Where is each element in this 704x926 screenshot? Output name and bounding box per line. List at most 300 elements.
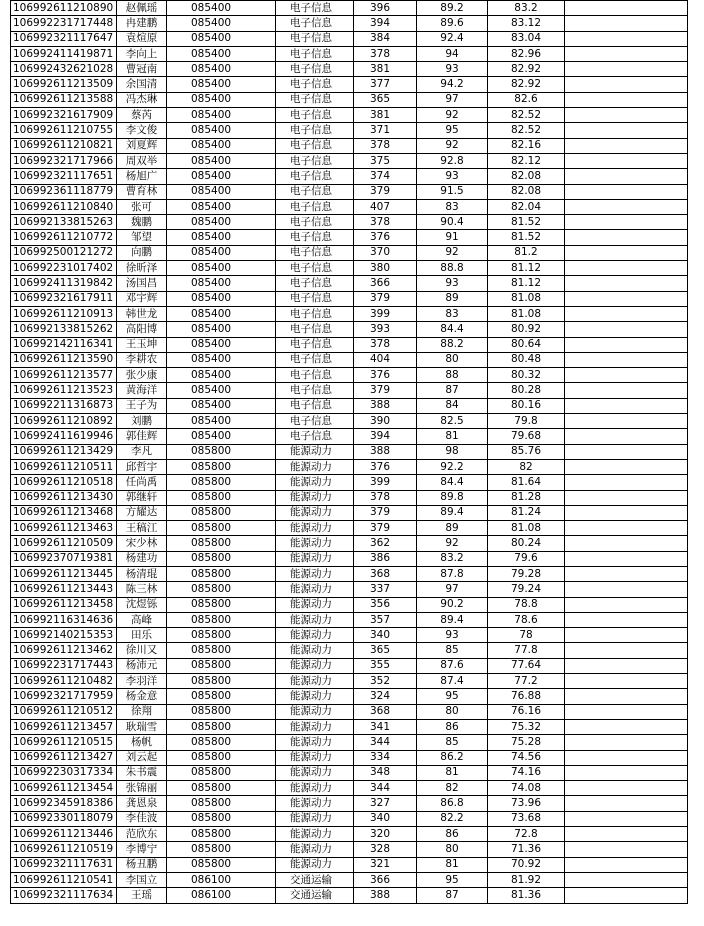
total-score-cell: 81.52 <box>488 230 565 245</box>
blank-cell <box>565 153 688 168</box>
initial-score-cell: 379 <box>354 291 417 306</box>
name-cell: 李国立 <box>117 872 167 887</box>
retest-score-cell: 93 <box>417 276 488 291</box>
initial-score-cell: 337 <box>354 582 417 597</box>
major-code-cell: 086100 <box>167 872 276 887</box>
major-name-cell: 能源动力 <box>276 459 354 474</box>
initial-score-cell: 340 <box>354 628 417 643</box>
initial-score-cell: 362 <box>354 536 417 551</box>
major-code-cell: 085800 <box>167 735 276 750</box>
major-code-cell: 085400 <box>167 306 276 321</box>
total-score-cell: 82.52 <box>488 123 565 138</box>
candidate-id-cell: 106992321717959 <box>11 689 117 704</box>
retest-score-cell: 81 <box>417 857 488 872</box>
major-code-cell: 085400 <box>167 46 276 61</box>
initial-score-cell: 378 <box>354 215 417 230</box>
retest-score-cell: 95 <box>417 872 488 887</box>
table-row <box>11 505 688 520</box>
major-code-cell: 085800 <box>167 674 276 689</box>
table-row <box>11 811 688 826</box>
retest-score-cell: 89.4 <box>417 505 488 520</box>
retest-score-cell: 92 <box>417 536 488 551</box>
retest-score-cell: 81 <box>417 765 488 780</box>
major-code-cell: 085800 <box>167 750 276 765</box>
table-row <box>11 337 688 352</box>
major-code-cell: 085400 <box>167 123 276 138</box>
retest-score-cell: 86.8 <box>417 796 488 811</box>
blank-cell <box>565 306 688 321</box>
major-name-cell: 电子信息 <box>276 1 354 16</box>
table-row <box>11 153 688 168</box>
retest-score-cell: 88.2 <box>417 337 488 352</box>
major-name-cell: 电子信息 <box>276 383 354 398</box>
name-cell: 邱哲宇 <box>117 459 167 474</box>
table-row <box>11 704 688 719</box>
blank-cell <box>565 368 688 383</box>
major-name-cell: 能源动力 <box>276 612 354 627</box>
retest-score-cell: 98 <box>417 444 488 459</box>
major-code-cell: 086100 <box>167 888 276 903</box>
name-cell: 刘云起 <box>117 750 167 765</box>
blank-cell <box>565 704 688 719</box>
candidate-id-cell: 106992321117651 <box>11 169 117 184</box>
blank-cell <box>565 781 688 796</box>
blank-cell <box>565 276 688 291</box>
major-code-cell: 085400 <box>167 276 276 291</box>
name-cell: 李博宁 <box>117 842 167 857</box>
candidate-id-cell: 106992231017402 <box>11 261 117 276</box>
major-code-cell: 085800 <box>167 444 276 459</box>
candidate-id-cell: 106992611210512 <box>11 704 117 719</box>
major-code-cell: 085800 <box>167 582 276 597</box>
blank-cell <box>565 811 688 826</box>
blank-cell <box>565 719 688 734</box>
major-code-cell: 085800 <box>167 490 276 505</box>
table-row <box>11 597 688 612</box>
candidate-id-cell: 106992321717966 <box>11 153 117 168</box>
retest-score-cell: 95 <box>417 689 488 704</box>
candidate-id-cell: 106992411619946 <box>11 429 117 444</box>
table-row <box>11 199 688 214</box>
major-name-cell: 电子信息 <box>276 138 354 153</box>
retest-score-cell: 80 <box>417 842 488 857</box>
table-row <box>11 796 688 811</box>
name-cell: 冯杰琳 <box>117 92 167 107</box>
table-row <box>11 16 688 31</box>
initial-score-cell: 376 <box>354 459 417 474</box>
major-name-cell: 电子信息 <box>276 429 354 444</box>
major-name-cell: 电子信息 <box>276 291 354 306</box>
initial-score-cell: 374 <box>354 169 417 184</box>
retest-score-cell: 83 <box>417 199 488 214</box>
blank-cell <box>565 1 688 16</box>
table-row <box>11 459 688 474</box>
table-row <box>11 444 688 459</box>
total-score-cell: 81.2 <box>488 245 565 260</box>
name-cell: 高峰 <box>117 612 167 627</box>
blank-cell <box>565 16 688 31</box>
candidate-id-cell: 106992330118079 <box>11 811 117 826</box>
initial-score-cell: 378 <box>354 138 417 153</box>
retest-score-cell: 92 <box>417 138 488 153</box>
retest-score-cell: 89.4 <box>417 612 488 627</box>
table-row <box>11 169 688 184</box>
initial-score-cell: 379 <box>354 521 417 536</box>
retest-score-cell: 86 <box>417 719 488 734</box>
initial-score-cell: 344 <box>354 781 417 796</box>
name-cell: 李凡 <box>117 444 167 459</box>
name-cell: 任尚禹 <box>117 475 167 490</box>
initial-score-cell: 378 <box>354 490 417 505</box>
total-score-cell: 75.32 <box>488 719 565 734</box>
major-name-cell: 能源动力 <box>276 689 354 704</box>
blank-cell <box>565 414 688 429</box>
retest-score-cell: 92 <box>417 245 488 260</box>
table-row <box>11 245 688 260</box>
major-code-cell: 085400 <box>167 414 276 429</box>
candidate-id-cell: 106992370719381 <box>11 551 117 566</box>
retest-score-cell: 87.8 <box>417 566 488 581</box>
initial-score-cell: 388 <box>354 444 417 459</box>
table-row <box>11 490 688 505</box>
total-score-cell: 81.12 <box>488 276 565 291</box>
major-code-cell: 085800 <box>167 475 276 490</box>
initial-score-cell: 394 <box>354 16 417 31</box>
name-cell: 刘鹏 <box>117 414 167 429</box>
major-code-cell: 085400 <box>167 108 276 123</box>
blank-cell <box>565 383 688 398</box>
total-score-cell: 78 <box>488 628 565 643</box>
table-row <box>11 781 688 796</box>
major-name-cell: 能源动力 <box>276 643 354 658</box>
table-row <box>11 643 688 658</box>
table-row <box>11 62 688 77</box>
retest-score-cell: 94.2 <box>417 77 488 92</box>
retest-score-cell: 83 <box>417 306 488 321</box>
total-score-cell: 73.68 <box>488 811 565 826</box>
table-row <box>11 612 688 627</box>
candidate-id-cell: 106992361118779 <box>11 184 117 199</box>
total-score-cell: 82.12 <box>488 153 565 168</box>
major-name-cell: 电子信息 <box>276 215 354 230</box>
table-row <box>11 108 688 123</box>
name-cell: 魏鹏 <box>117 215 167 230</box>
initial-score-cell: 366 <box>354 276 417 291</box>
total-score-cell: 82.96 <box>488 46 565 61</box>
candidate-id-cell: 106992611213443 <box>11 582 117 597</box>
major-code-cell: 085400 <box>167 1 276 16</box>
blank-cell <box>565 123 688 138</box>
name-cell: 宋少林 <box>117 536 167 551</box>
blank-cell <box>565 184 688 199</box>
initial-score-cell: 380 <box>354 261 417 276</box>
retest-score-cell: 87.6 <box>417 658 488 673</box>
blank-cell <box>565 169 688 184</box>
candidate-id-cell: 106992211316873 <box>11 398 117 413</box>
name-cell: 范欣东 <box>117 827 167 842</box>
initial-score-cell: 334 <box>354 750 417 765</box>
name-cell: 李佳波 <box>117 811 167 826</box>
retest-score-cell: 84.4 <box>417 322 488 337</box>
total-score-cell: 79.28 <box>488 566 565 581</box>
initial-score-cell: 365 <box>354 643 417 658</box>
total-score-cell: 81.36 <box>488 888 565 903</box>
score-table-body <box>11 1 688 904</box>
initial-score-cell: 365 <box>354 92 417 107</box>
total-score-cell: 81.24 <box>488 505 565 520</box>
retest-score-cell: 93 <box>417 169 488 184</box>
table-row <box>11 184 688 199</box>
major-name-cell: 能源动力 <box>276 796 354 811</box>
initial-score-cell: 388 <box>354 888 417 903</box>
name-cell: 杨清琨 <box>117 566 167 581</box>
blank-cell <box>565 108 688 123</box>
initial-score-cell: 376 <box>354 368 417 383</box>
blank-cell <box>565 429 688 444</box>
major-code-cell: 085400 <box>167 153 276 168</box>
total-score-cell: 81.28 <box>488 490 565 505</box>
total-score-cell: 81.08 <box>488 521 565 536</box>
major-name-cell: 能源动力 <box>276 628 354 643</box>
candidate-id-cell: 106992140215353 <box>11 628 117 643</box>
total-score-cell: 83.12 <box>488 16 565 31</box>
table-row <box>11 536 688 551</box>
blank-cell <box>565 490 688 505</box>
name-cell: 袁煊原 <box>117 31 167 46</box>
retest-score-cell: 82.5 <box>417 414 488 429</box>
total-score-cell: 81.92 <box>488 872 565 887</box>
total-score-cell: 76.16 <box>488 704 565 719</box>
total-score-cell: 82.92 <box>488 77 565 92</box>
blank-cell <box>565 475 688 490</box>
table-row <box>11 1 688 16</box>
score-table <box>10 0 688 904</box>
initial-score-cell: 352 <box>354 674 417 689</box>
name-cell: 沈煜铄 <box>117 597 167 612</box>
major-code-cell: 085800 <box>167 536 276 551</box>
major-code-cell: 085800 <box>167 765 276 780</box>
blank-cell <box>565 245 688 260</box>
major-name-cell: 电子信息 <box>276 199 354 214</box>
name-cell: 杨沛元 <box>117 658 167 673</box>
major-code-cell: 085800 <box>167 658 276 673</box>
name-cell: 田乐 <box>117 628 167 643</box>
initial-score-cell: 348 <box>354 765 417 780</box>
blank-cell <box>565 658 688 673</box>
major-name-cell: 电子信息 <box>276 108 354 123</box>
name-cell: 徐昕泽 <box>117 261 167 276</box>
major-name-cell: 能源动力 <box>276 704 354 719</box>
table-row <box>11 888 688 903</box>
table-row <box>11 521 688 536</box>
major-name-cell: 电子信息 <box>276 352 354 367</box>
major-code-cell: 085400 <box>167 16 276 31</box>
initial-score-cell: 327 <box>354 796 417 811</box>
major-name-cell: 交通运输 <box>276 888 354 903</box>
candidate-id-cell: 106992611210541 <box>11 872 117 887</box>
name-cell: 杨丑鹏 <box>117 857 167 872</box>
candidate-id-cell: 106992611210509 <box>11 536 117 551</box>
total-score-cell: 82.16 <box>488 138 565 153</box>
total-score-cell: 79.68 <box>488 429 565 444</box>
major-name-cell: 电子信息 <box>276 306 354 321</box>
blank-cell <box>565 444 688 459</box>
name-cell: 王玉坤 <box>117 337 167 352</box>
total-score-cell: 82.08 <box>488 169 565 184</box>
major-name-cell: 能源动力 <box>276 551 354 566</box>
name-cell: 张可 <box>117 199 167 214</box>
total-score-cell: 74.08 <box>488 781 565 796</box>
initial-score-cell: 399 <box>354 475 417 490</box>
candidate-id-cell: 106992321617911 <box>11 291 117 306</box>
candidate-id-cell: 106992611213577 <box>11 368 117 383</box>
total-score-cell: 80.92 <box>488 322 565 337</box>
initial-score-cell: 379 <box>354 184 417 199</box>
table-row <box>11 322 688 337</box>
retest-score-cell: 84 <box>417 398 488 413</box>
name-cell: 张少康 <box>117 368 167 383</box>
total-score-cell: 83.04 <box>488 31 565 46</box>
name-cell: 张锦丽 <box>117 781 167 796</box>
major-name-cell: 能源动力 <box>276 750 354 765</box>
initial-score-cell: 379 <box>354 505 417 520</box>
table-row <box>11 872 688 887</box>
name-cell: 邹望 <box>117 230 167 245</box>
retest-score-cell: 83.2 <box>417 551 488 566</box>
retest-score-cell: 85 <box>417 735 488 750</box>
name-cell: 高阳博 <box>117 322 167 337</box>
candidate-id-cell: 106992411319842 <box>11 276 117 291</box>
major-name-cell: 电子信息 <box>276 77 354 92</box>
initial-score-cell: 357 <box>354 612 417 627</box>
table-row <box>11 551 688 566</box>
major-name-cell: 能源动力 <box>276 505 354 520</box>
total-score-cell: 80.24 <box>488 536 565 551</box>
major-name-cell: 电子信息 <box>276 169 354 184</box>
candidate-id-cell: 106992611213462 <box>11 643 117 658</box>
retest-score-cell: 90.2 <box>417 597 488 612</box>
major-code-cell: 085400 <box>167 352 276 367</box>
table-row <box>11 398 688 413</box>
major-name-cell: 能源动力 <box>276 566 354 581</box>
table-row <box>11 230 688 245</box>
name-cell: 郭佳辉 <box>117 429 167 444</box>
initial-score-cell: 399 <box>354 306 417 321</box>
candidate-id-cell: 106992611210482 <box>11 674 117 689</box>
initial-score-cell: 390 <box>354 414 417 429</box>
blank-cell <box>565 689 688 704</box>
candidate-id-cell: 106992611213468 <box>11 505 117 520</box>
table-row <box>11 306 688 321</box>
major-code-cell: 085400 <box>167 199 276 214</box>
retest-score-cell: 89 <box>417 521 488 536</box>
name-cell: 邓宇辉 <box>117 291 167 306</box>
table-row <box>11 566 688 581</box>
retest-score-cell: 91.5 <box>417 184 488 199</box>
table-row <box>11 123 688 138</box>
retest-score-cell: 88.8 <box>417 261 488 276</box>
major-name-cell: 电子信息 <box>276 184 354 199</box>
initial-score-cell: 394 <box>354 429 417 444</box>
major-name-cell: 电子信息 <box>276 368 354 383</box>
major-code-cell: 085400 <box>167 261 276 276</box>
major-name-cell: 电子信息 <box>276 46 354 61</box>
major-name-cell: 能源动力 <box>276 842 354 857</box>
initial-score-cell: 396 <box>354 1 417 16</box>
major-name-cell: 电子信息 <box>276 276 354 291</box>
major-code-cell: 085400 <box>167 230 276 245</box>
candidate-id-cell: 106992611213454 <box>11 781 117 796</box>
blank-cell <box>565 322 688 337</box>
total-score-cell: 79.6 <box>488 551 565 566</box>
blank-cell <box>565 505 688 520</box>
initial-score-cell: 371 <box>354 123 417 138</box>
major-name-cell: 能源动力 <box>276 597 354 612</box>
initial-score-cell: 384 <box>354 31 417 46</box>
initial-score-cell: 340 <box>354 811 417 826</box>
initial-score-cell: 320 <box>354 827 417 842</box>
retest-score-cell: 92.2 <box>417 459 488 474</box>
candidate-id-cell: 106992611210515 <box>11 735 117 750</box>
candidate-id-cell: 106992611210913 <box>11 306 117 321</box>
table-row <box>11 276 688 291</box>
table-row <box>11 368 688 383</box>
major-code-cell: 085800 <box>167 704 276 719</box>
total-score-cell: 80.28 <box>488 383 565 398</box>
retest-score-cell: 85 <box>417 643 488 658</box>
table-row <box>11 475 688 490</box>
major-name-cell: 能源动力 <box>276 490 354 505</box>
initial-score-cell: 375 <box>354 153 417 168</box>
total-score-cell: 82 <box>488 459 565 474</box>
major-name-cell: 电子信息 <box>276 337 354 352</box>
name-cell: 杨旭广 <box>117 169 167 184</box>
initial-score-cell: 381 <box>354 108 417 123</box>
table-row <box>11 857 688 872</box>
major-code-cell: 085800 <box>167 551 276 566</box>
candidate-id-cell: 106992133815263 <box>11 215 117 230</box>
total-score-cell: 74.56 <box>488 750 565 765</box>
major-name-cell: 能源动力 <box>276 735 354 750</box>
candidate-id-cell: 106992133815262 <box>11 322 117 337</box>
candidate-id-cell: 106992432621028 <box>11 62 117 77</box>
table-row <box>11 689 688 704</box>
candidate-id-cell: 106992611210840 <box>11 199 117 214</box>
name-cell: 汤国昌 <box>117 276 167 291</box>
name-cell: 韩世龙 <box>117 306 167 321</box>
blank-cell <box>565 842 688 857</box>
major-code-cell: 085400 <box>167 291 276 306</box>
name-cell: 李羽洋 <box>117 674 167 689</box>
name-cell: 李向上 <box>117 46 167 61</box>
blank-cell <box>565 765 688 780</box>
initial-score-cell: 381 <box>354 62 417 77</box>
blank-cell <box>565 612 688 627</box>
table-row <box>11 291 688 306</box>
candidate-id-cell: 106992611213430 <box>11 490 117 505</box>
major-code-cell: 085800 <box>167 597 276 612</box>
candidate-id-cell: 106992611213427 <box>11 750 117 765</box>
initial-score-cell: 386 <box>354 551 417 566</box>
major-code-cell: 085800 <box>167 781 276 796</box>
initial-score-cell: 368 <box>354 566 417 581</box>
major-code-cell: 085800 <box>167 505 276 520</box>
major-name-cell: 能源动力 <box>276 674 354 689</box>
major-name-cell: 电子信息 <box>276 230 354 245</box>
initial-score-cell: 344 <box>354 735 417 750</box>
blank-cell <box>565 551 688 566</box>
total-score-cell: 77.8 <box>488 643 565 658</box>
